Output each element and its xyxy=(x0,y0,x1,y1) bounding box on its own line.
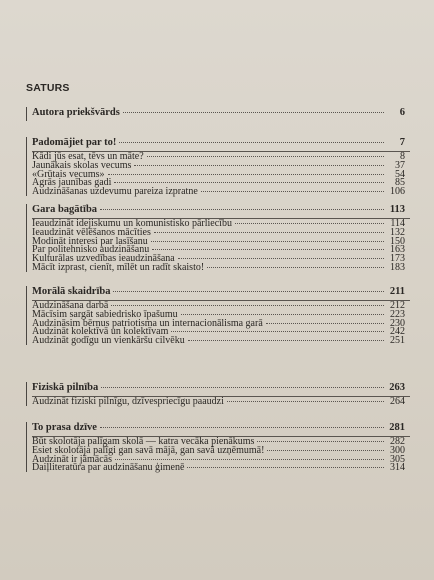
entry-page-number: 132 xyxy=(390,226,405,238)
entry-label: Audzināšanas uzdevumu pareiza izpratne xyxy=(32,186,198,198)
leader-dots xyxy=(108,174,385,175)
entry-page-number: 106 xyxy=(390,186,405,198)
leader-dots xyxy=(235,223,384,224)
toc-entry xyxy=(27,187,405,196)
entry-label: Mācīsim sargāt sabiedrisko īpašumu xyxy=(32,308,178,320)
entry-label: Audzināsim bērnus patriotisma un internacionālisma garā xyxy=(32,317,263,329)
entry-label: Audzināšana darbā xyxy=(32,300,109,311)
leader-dots xyxy=(111,305,384,306)
section-title: Morālā skaidrība xyxy=(32,286,111,297)
entry-page-number: 163 xyxy=(390,244,405,256)
section-page-number: 281 xyxy=(389,422,405,433)
entry-label: Jaunākais skolas vecums xyxy=(32,159,132,171)
section-title-row xyxy=(27,107,405,121)
leader-dots xyxy=(201,191,384,192)
entry-page-number: 230 xyxy=(390,317,405,329)
entry-page-number: 173 xyxy=(390,253,405,265)
section-title-row xyxy=(27,422,405,436)
leader-dots xyxy=(147,156,384,157)
section-page-number: 263 xyxy=(389,382,405,393)
entry-label: Agrās jaunības gadi xyxy=(32,177,112,189)
section-title: Padomājiet par to! xyxy=(32,137,117,148)
leader-dots xyxy=(151,241,384,242)
section-page-number: 113 xyxy=(389,204,405,215)
leader-dots xyxy=(181,314,384,315)
toc-section xyxy=(26,137,405,196)
toc-heading: SATURS xyxy=(26,82,70,94)
section-title-row xyxy=(27,137,405,151)
leader-dots xyxy=(188,340,384,341)
leader-dots xyxy=(134,165,384,166)
section-page-number: 211 xyxy=(389,286,405,297)
section-title-row xyxy=(27,382,405,396)
section-title: Fiziskā pilnība xyxy=(32,382,99,393)
leader-dots xyxy=(171,331,384,332)
entry-page-number: 85 xyxy=(395,177,405,189)
leader-dots xyxy=(123,112,384,113)
leader-dots xyxy=(178,258,384,259)
section-title: To prasa dzīve xyxy=(32,422,97,433)
leader-dots xyxy=(227,401,384,402)
section-title-row xyxy=(27,204,405,218)
leader-dots xyxy=(115,459,384,460)
toc-entry xyxy=(27,397,405,406)
entry-label: Modināt interesi par lasīšanu xyxy=(32,235,148,247)
leader-dots xyxy=(154,232,384,233)
entry-page-number: 300 xyxy=(390,444,405,456)
section-page-number: 7 xyxy=(399,137,405,148)
entry-page-number: 223 xyxy=(390,308,405,320)
entry-page-number: 37 xyxy=(395,159,405,171)
entry-label: Ieaudzināt vēlēšanos mācīties xyxy=(32,226,151,238)
entry-page-number: 8 xyxy=(400,151,405,162)
leader-dots xyxy=(119,142,384,143)
toc-section xyxy=(26,286,405,345)
entry-page-number: 264 xyxy=(390,396,405,407)
entry-page-number: 212 xyxy=(390,300,405,311)
entry-page-number: 150 xyxy=(390,235,405,247)
entry-label: Audzināt fiziski pilnīgu, dzīvespriecīgu paaudzi xyxy=(32,396,224,407)
leader-dots xyxy=(113,291,384,292)
toc-section xyxy=(26,107,405,121)
leader-dots xyxy=(101,387,384,388)
leader-dots xyxy=(187,467,384,468)
entry-label: Mācīt izprast, cienīt, mīlēt un radīt skaisto! xyxy=(32,261,205,273)
leader-dots xyxy=(152,249,384,250)
toc-section xyxy=(26,422,405,472)
entry-label: Audzināt kolektīvā un kolektīvam xyxy=(32,326,169,338)
entry-label: Esiet skolotāja palīgi gan savā mājā, gan savā uzņēmumā! xyxy=(32,444,265,456)
leader-dots xyxy=(266,323,384,324)
leader-dots xyxy=(207,267,384,268)
entry-page-number: 314 xyxy=(390,462,405,474)
section-title: Autora priekšvārds xyxy=(32,107,120,118)
section-page-number: 6 xyxy=(399,107,405,118)
toc-entry xyxy=(27,463,405,472)
toc-entry xyxy=(27,336,405,345)
leader-dots xyxy=(100,427,384,428)
section-title-row xyxy=(27,286,405,300)
entry-label: «Grūtais vecums» xyxy=(32,168,105,180)
entry-label: Ieaudzināt idejiskumu un komunistisko pārliecību xyxy=(32,218,232,229)
entry-page-number: 183 xyxy=(390,261,405,273)
entry-label: Audzināt ir jāmācās xyxy=(32,453,112,465)
toc-entry xyxy=(27,263,405,272)
entry-label: Audzināt godīgu un vienkāršu cilvēku xyxy=(32,335,185,347)
entry-label: Būt skolotāja palīgam skolā — katra vecāka pienākums xyxy=(32,436,255,447)
toc-section xyxy=(26,204,405,272)
leader-dots xyxy=(114,182,384,183)
section-title: Gara bagātība xyxy=(32,204,98,215)
leader-dots xyxy=(267,450,384,451)
entry-page-number: 305 xyxy=(390,453,405,465)
entry-page-number: 114 xyxy=(390,218,405,229)
entry-page-number: 282 xyxy=(390,436,405,447)
entry-label: Daiļliteratūra par audzināšanu ģimenē xyxy=(32,462,185,474)
leader-dots xyxy=(257,441,384,442)
entry-label: Par politehnisko audzināšanu xyxy=(32,244,150,256)
entry-page-number: 242 xyxy=(390,326,405,338)
leader-dots xyxy=(100,209,384,210)
entry-page-number: 251 xyxy=(390,335,405,347)
entry-label: Kulturālas uzvedības ieaudzināšana xyxy=(32,253,175,265)
entry-label: Kādi jūs esat, tēvs un māte? xyxy=(32,151,144,162)
entry-page-number: 54 xyxy=(395,168,405,180)
toc-section xyxy=(26,382,405,406)
